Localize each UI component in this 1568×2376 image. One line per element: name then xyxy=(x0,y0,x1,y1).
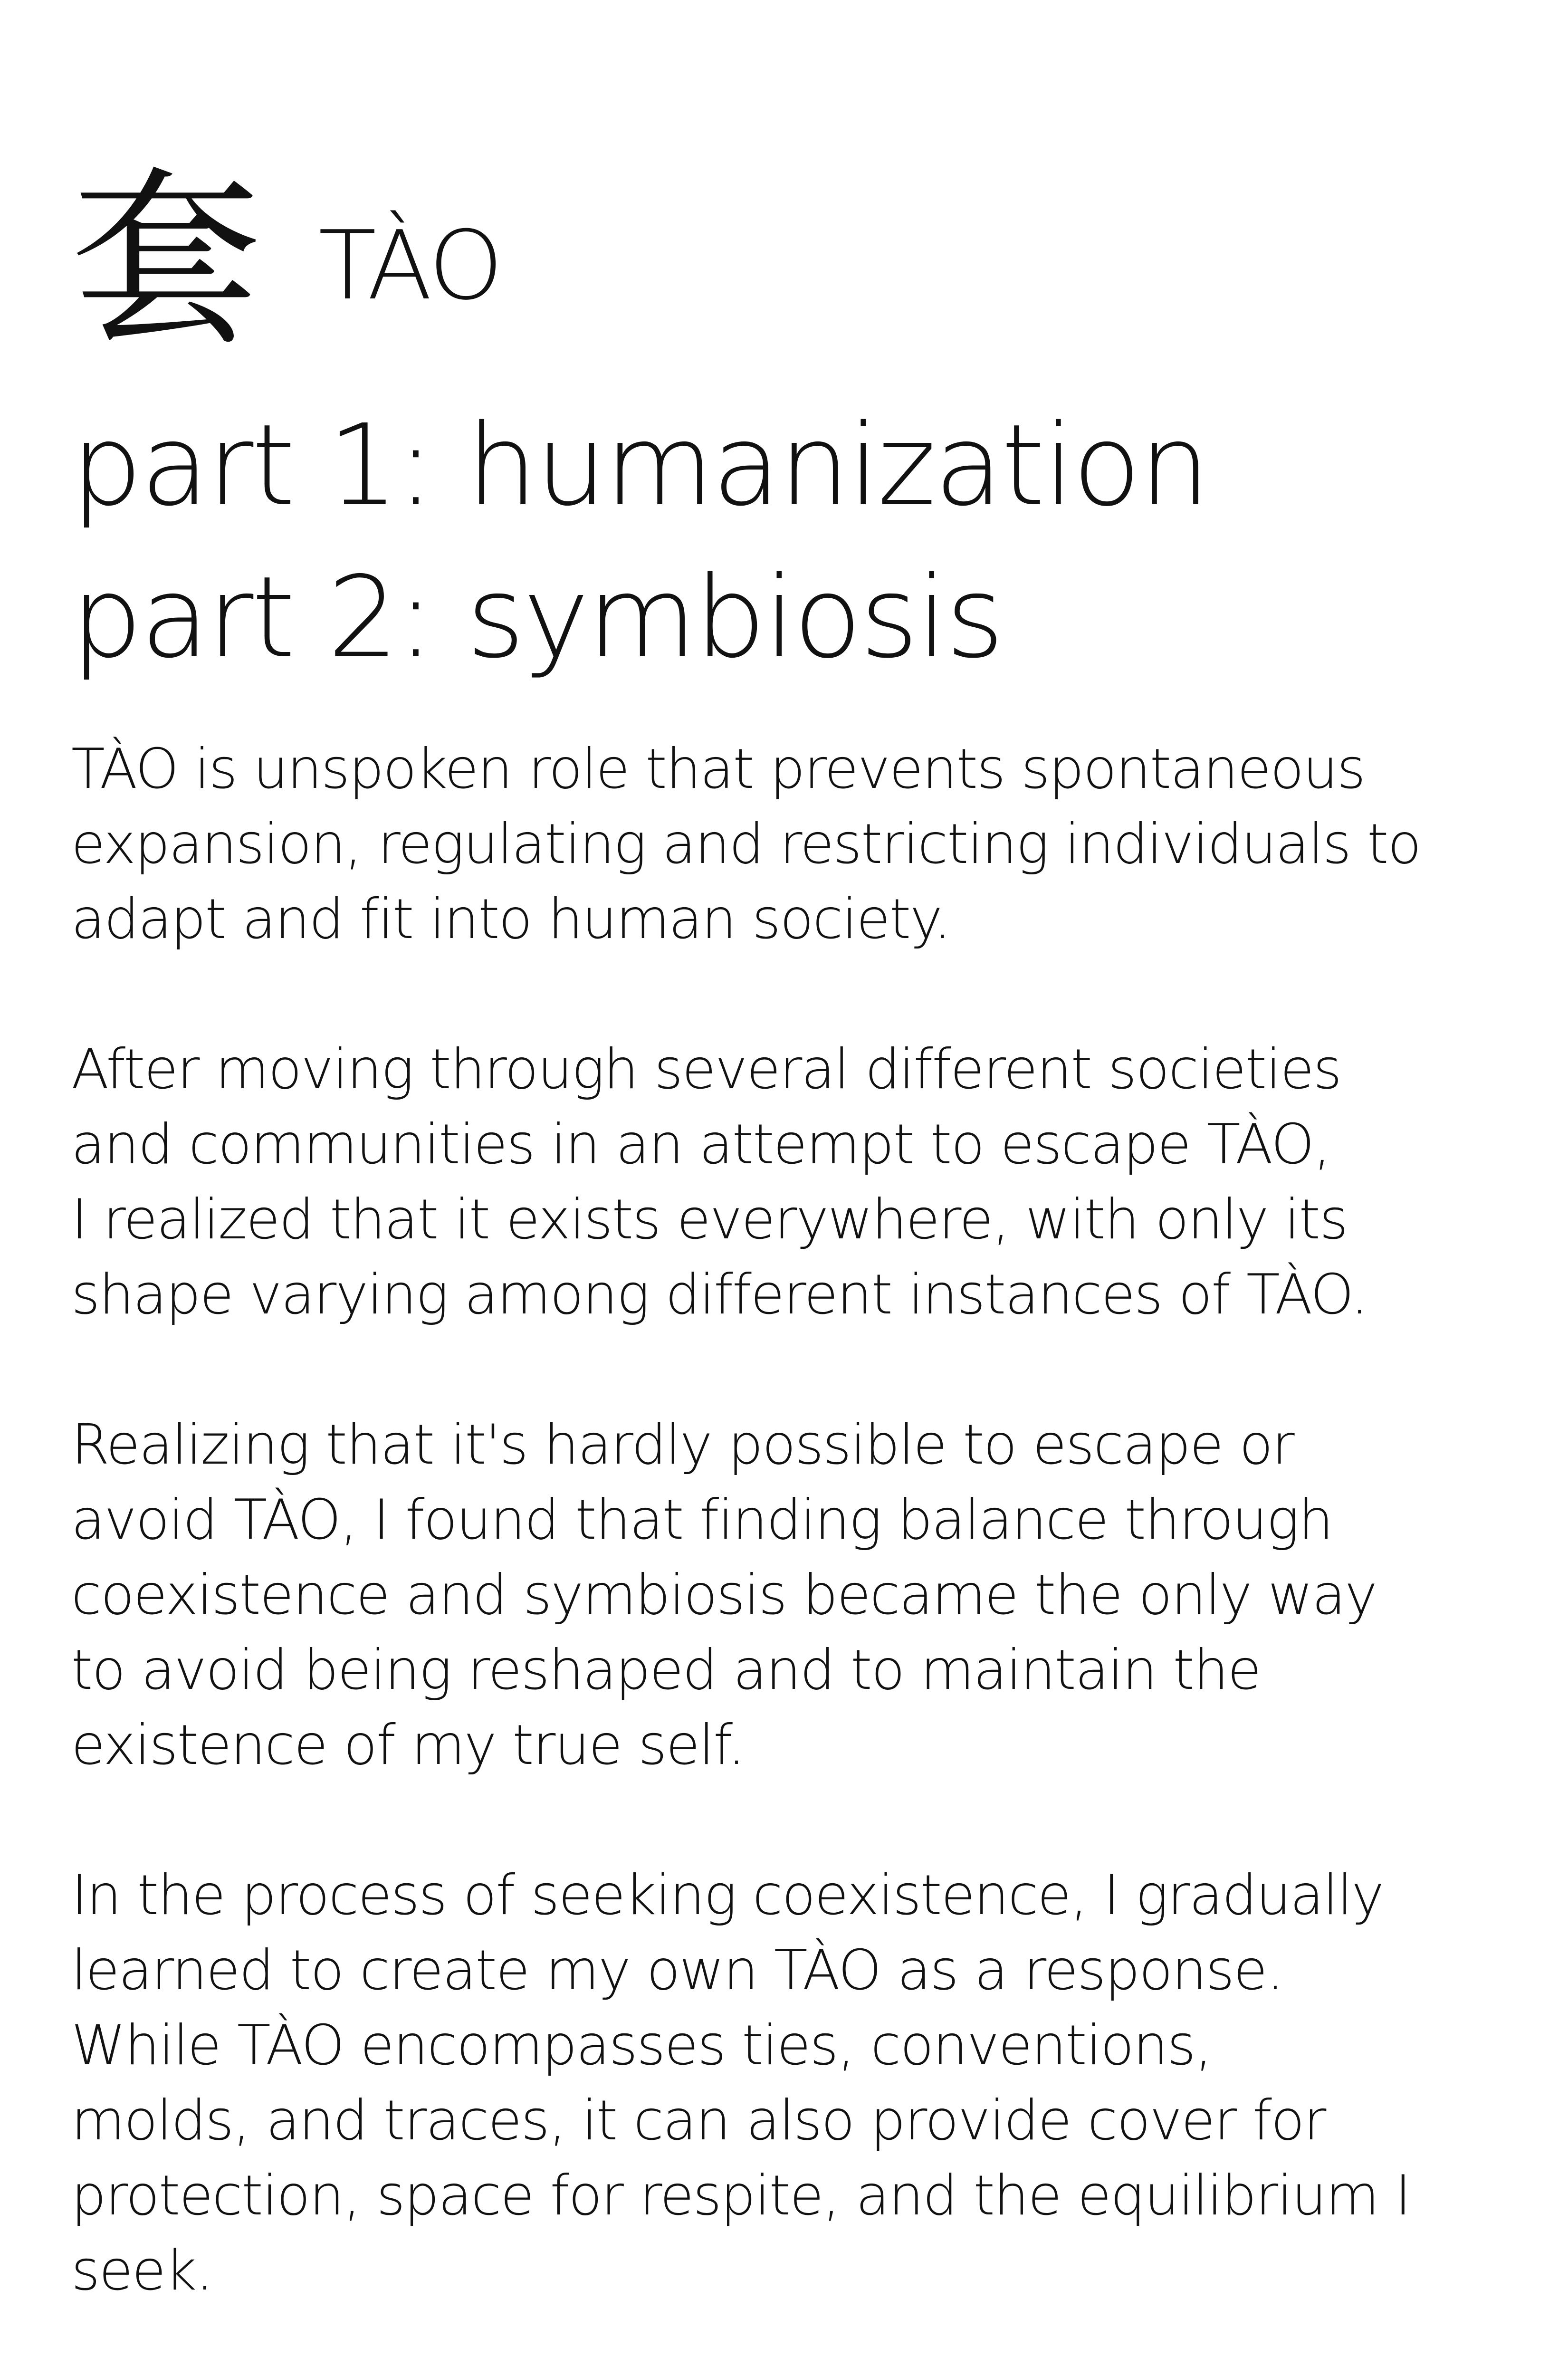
text-line: adapt and fit into human society. xyxy=(71,887,951,951)
text-line: After moving through several different societies xyxy=(71,1037,1341,1102)
text-line: expansion, regulating and restricting individuals to xyxy=(71,812,1421,876)
text-line: I realized that it exists everywhere, with only its xyxy=(71,1188,1348,1252)
text-line: TÀO is unspoken role that prevents spontaneous xyxy=(71,737,1365,801)
text-line: to avoid being reshaped and to maintain the xyxy=(71,1638,1261,1702)
paragraph-4 xyxy=(71,1858,1506,2309)
part-heading-2: part 2: symbiosis xyxy=(71,552,1003,683)
text-line: In the process of seeking coexistence, I gradually xyxy=(71,1863,1384,1927)
parts-list xyxy=(71,390,1506,694)
text-line: and communities in an attempt to escape TÀO, xyxy=(71,1112,1330,1177)
part-heading-1: part 1: humanization xyxy=(71,400,1209,531)
paragraph-1 xyxy=(71,732,1506,957)
text-line: Realizing that it's hardly possible to escape or xyxy=(71,1413,1294,1477)
body-text xyxy=(71,732,1506,2309)
document-page xyxy=(71,151,1506,2376)
text-line: seek. xyxy=(71,2239,213,2303)
text-line: learned to create my own TÀO as a response. xyxy=(71,1938,1283,2002)
chinese-character-tao: 套 xyxy=(71,151,261,372)
title-row xyxy=(71,151,1506,372)
text-line: protection, space for respite, and the equilibrium I xyxy=(71,2164,1410,2228)
paragraph-2 xyxy=(71,1032,1506,1332)
paragraph-3 xyxy=(71,1408,1506,1783)
text-line: molds, and traces, it can also provide cover for xyxy=(71,2089,1326,2153)
text-line: avoid TÀO, I found that finding balance through xyxy=(71,1488,1333,1552)
page-title: TÀO xyxy=(318,211,502,321)
text-line: While TÀO encompasses ties, conventions, xyxy=(71,2013,1212,2078)
text-line: shape varying among different instances of TÀO. xyxy=(71,1263,1367,1327)
text-line: existence of my true self. xyxy=(71,1713,745,1777)
text-line: coexistence and symbiosis became the only way xyxy=(71,1563,1377,1627)
